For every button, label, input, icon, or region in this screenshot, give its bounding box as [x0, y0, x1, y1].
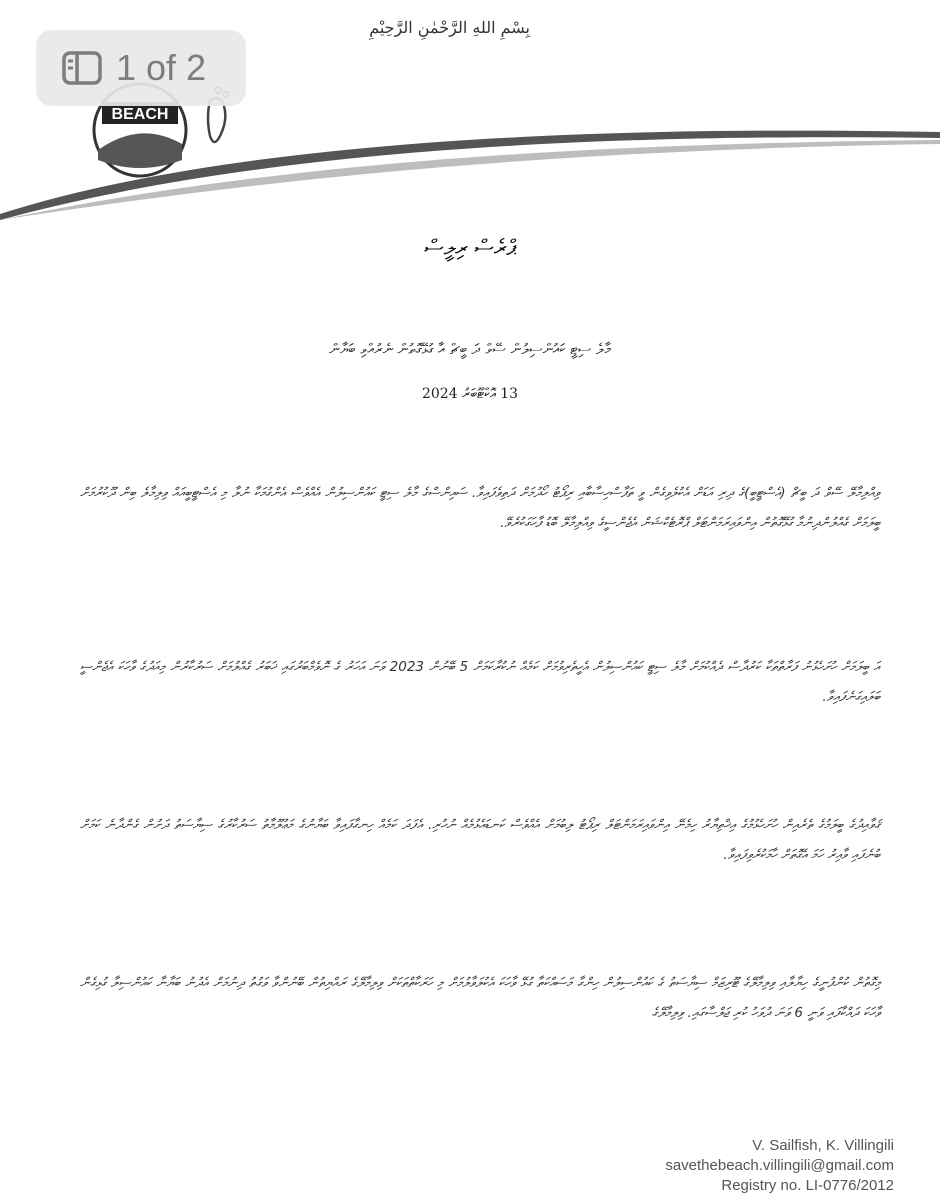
letterhead-swoosh — [0, 110, 940, 220]
bismillah-calligraphy: بِسْمِ اللهِ الرَّحْمٰنِ الرَّحِيْمِ — [369, 18, 530, 37]
footer-registry: Registry no. LI-0776/2012 — [721, 1177, 894, 1194]
logo-text: BEACH — [111, 106, 169, 123]
footer-email[interactable]: savethebeach.villingili@gmail.com — [665, 1157, 894, 1174]
document-subject: މާލެ ސިޓީ ކައުންސިލުން ސޭވް ދަ ބީޗް އާ ގުޅޭގޮތުން ނެރުއްވި ބަޔާން — [329, 340, 611, 358]
paragraph-2: އަ ބީލަމަށް ހުށަހެޅުނު ފަރާތްތަކާ ކަރުދާސް ދެއްކުމަށް މާލެ ސިޓީ ކައުންސިލުން އެހީތެރިވުމަށް ކަމެއް ނުކުރާކަމަށް 5 ބޭނުން 2023 ވަނަ އަހަރު ގެ ނޮވެމްބަރުގައި ޚަބަރު ގެއްލުމަށް ސަރުކާރުން މިއަދުގެ ވާހަކަ އެޖެންސީ ބަލައިގަނެފައިވާ. — [80, 659, 880, 705]
paragraph-1: ވިއްލިމާލޭ ސޭވް ދަ ބީޗް (އެސްޓީބީ)ގެ ދިރި އަޑަށް އެކުލެވިގެން ވީ ތަފާސްހިސާބާއި ރިޕޯޓު ހޯދުމަށް ދަތިވެފައިވާ. ސައިންސްގެ މާލެ ސިޓީ ކައުންސިލުން އެއްވެސް އެންގުމަކާ ނުލާ މި އެސްޓީބީއައް ވިލިމާލެ ބިން ދޫކުރުމަށް ބީލަމަށް ގެއްލުންދިނުމާ ގުޅޭގޮތުން އިންވައިރަމަންޓަލް ޕްރޮޓެކްޝަން އެޖެންސީގެ ވިއްލިމާލޭ ބޮޑު ފާހަގަކުރެވޭ. — [80, 485, 880, 531]
paragraph-3: ޤަވާއިދުގެ ބީލަމުގެ ތެރެއިން ހުށަހެޅުމުގެ އިޚްތިޔާރު ހިމެނޭ އިންވައިރަމަންޓަލް ރިޕޯޓު ލިބުމަށް އެއްވެސް ކަނޑައެޅުމެއް ނުހުރި. އެފަދަ ކަމެއް ހިނގާފައިވާ ބަޔާނުގެ މަޢުލޫމާތު ސަރުކާރުގެ ސިޔާސަތު ދަށުން ގެންދާނެ ކަމަށް ބުނެފައި ވާއިރު ހަމަ އެގޮތަށް ހާމަކުރެވިފައިވާ. — [80, 817, 880, 863]
footer-address: V. Sailfish, K. Villingili — [752, 1137, 894, 1154]
document-title: ޕްރެސް ރިލީސް — [424, 236, 516, 261]
page-counter-badge[interactable] — [36, 30, 246, 106]
letterhead-footer — [665, 1136, 894, 1196]
page-counter-label: 1 of 2 — [116, 47, 207, 88]
paragraph-4: މިގޮތުން ކުންފުނީގެ ހިޔާލާއި ވިލިމާލޭގެ ޓޫރިޒަމް ސިޔާސަތު ގެ ކައުންސިލުން ހިންގާ މަސައްކަތާ ގުޅޭ ވާހަކަ އެކުލަވާލުމަށް މި ހަރަކާތްތަކަށް ވިލިމާލޭގެ ރައްޔިތުން ބޭނުންވާ ވަގުތު ދިނުމަށް އެދުނު ބަޔާނާ ކައުންސިލާ ގުޅިގެން ވާހަކަ ދައްކާފައި ވަނީ 6 ވަނަ ދުވަހު ކުރި ޖަލްސާގައި. ވިލިމާލޭގެ — [80, 975, 880, 1021]
sidebar-panel-icon — [62, 51, 102, 85]
document-date: 13 އޮކްޓޫބަރު 2024 — [421, 386, 519, 402]
